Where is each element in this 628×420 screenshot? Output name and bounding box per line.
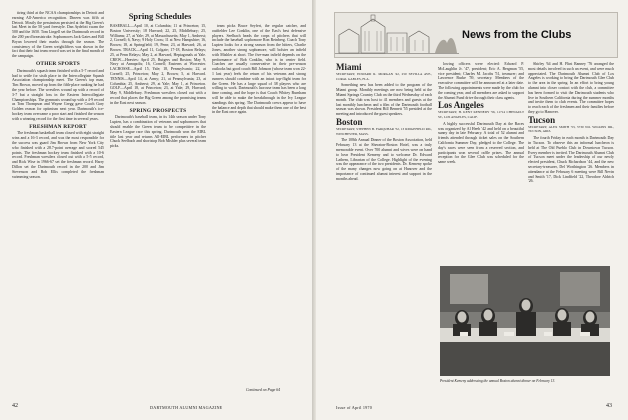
left-column-3 — [212, 24, 306, 382]
tucson-text: The fourth Friday in each month is Dartmouth Day in Tucson. To observe this an informal luncheon is held at The Old Pueblo Club in Downtown Tucson. Every member is invited. The Dartmouth Alumni Club of Tucson meet under the leadership of our newly elected president, Chuck Richardson '44, and the new secretary-treasurer, Del Worthington '26. Members in attendance at the February 6 meeting were Bill Nevin and Smith '17, Dick Lindfield '22, Theodore Aldrich '26. — [528, 136, 614, 184]
officers-text: lowing officers were elected: Edward P. McLaughlin Jr. '47, president; Eric A. Bergman '55, vice president; Charles M. Jacobs '51, treasurer; and Lawrence Burke '59, secretary. Members of the executive committee will be announced at a later date. The following appointments were made by the club for the coming year, and all members are asked to support the Alumni Fund drive through their class agents. — [438, 62, 524, 100]
other-sports-text: Dartmouth's squash team finished with a 5-7 record and had to settle for sixth place in the Intercollegiate Squash Association championship meet. The Green's top man, Tim Brown, moved up from the fifth-place ranking he had the year before. The wrestlers wound up with a record of 3-7 but a straight loss in the Eastern Intercollegiate Championships. The gymnasts wound up with a 4-9 record as Tom Thompson and Wayne Gregg gave Coach Gary Golden reason for optimism next year. Dartmouth's ice-hockey team overcame a poor start and finished the season with a winning record for the first time in several years. — [12, 68, 104, 121]
news-from-clubs-title: News from the Clubs — [462, 29, 572, 41]
clubs-banner — [334, 12, 618, 58]
photo-caption: President Kemeny addressing the annual Boston alumni dinner on February 13. — [440, 379, 556, 383]
footer-magazine-title: DARTMOUTH ALUMNI MAGAZINE — [150, 405, 223, 410]
left-column-1 — [12, 11, 104, 391]
los-angeles-heading: Los Angeles — [438, 100, 484, 111]
los-angeles-continued-text: Shirley '64 and H. Flint Ranney '76 arranged the most details involved in such an event, and were much appreciated. The Dartmouth Alumni Club of Los Angeles is working to bring the Dartmouth Glee Club to the area in the spring. In an effort to bring young alumni into closer contact with the club, a committee has been formed to visit the Dartmouth students who live in Southern California during the summer months and invite them to club events. The committee hopes to reach each of the freshmen and their families before they go to Hanover. — [528, 62, 614, 114]
miami-heading: Miami — [336, 62, 362, 72]
left-column-2 — [110, 24, 206, 392]
schedule-listing-text: BASEBALL—April 10, at Columbia; 11 at Princeton; 15, Boston University; 18 Harvard; 22, 25, Middlebury; 25, Williams; 27, at Yale; 29, at Massachusetts; May 1, Amherst; 2, Cornell; 6, Navy; 9 Holy Cross; 11 at New Hampshire; 16, Brown; 18, at Springfield; 19, Penn; 23, at Harvard; 26, at Brown. TRACK—April 11, Colgate; 17-18, Boston Relays; 25, at Penn Relays; May 2, at Harvard, Heptagonals at Yale. CREW—Heavies: April 25, Rutgers and Boston; May 9, Navy at Annapolis; 16, Cornell; Easterns at Worcester. LACROSSE—April 15, Yale; 18, Pennsylvania; 22, at Cornell; 25, Princeton; May 2, Brown; 5, at Harvard. TENNIS—April 14, at Army; 21, at Pennsylvania; 23, at Columbia; 25, Amherst; 29, at Yale; May 1, at Princeton. GOLF—April 18, at Princeton; 23, at Yale; 29, Harvard; May 9, Middlebury. Freshman wrestlers closed out with a record that places the Big Green among the promising teams in the East next season. — [110, 24, 206, 105]
boston-dinner-photo — [440, 266, 610, 376]
tucson-heading: Tucson — [528, 114, 556, 125]
other-sports-heading: OTHER SPORTS — [36, 60, 80, 67]
freshman-report-text: The freshman basketball team closed with eight straight wins and a 16-3 record, and was the most responsible for the success was guard Jim Brown from New York City who finished with a 28.7-point average and scored 545 points. The freshman hockey team finished with a 10-6 record. Freshman wrestlers closed out with a 5-5 record, and Rick Wise in 1966-67 set the freshman record. Harry Dillon set the Dartmouth record in the 200 and Jim Stevenson and Bob Ellis completed the freshman swimming season. — [12, 131, 104, 179]
page-number-right: 43 — [606, 403, 612, 409]
tucson-byline: SECRETARY, ALEX SMITH '53, 5730 NO. WILKINS DR., TUCSON, ARIZ. — [528, 124, 614, 134]
page-number-left: 42 — [12, 403, 18, 409]
spring-schedules-heading: Spring Schedules — [128, 11, 192, 21]
miami-text: Something new has been added to the program of the Miami group. Monthly meetings are now being held at the Miami Springs Country Club on the third Wednesday of each month. The club was host to 41 members and guests at the last monthly luncheon and a film of the Dartmouth football season was shown. President Bill Bennett '55 presided at the meeting and introduced the guest speakers. — [336, 83, 432, 117]
miami-byline: SECRETARY, EDWARD R. MORGAN '42, 250 SEVILLA AVE., CORAL GABLES, FLA. — [336, 71, 432, 81]
swimming-report-text: tiring third at the NCAA championships in Detroit and earning All-America recognition. Dineen was fifth at Detroit. Mostly the pessimism persisted at the Big Green's last Meet in the 50 yard freestyle. Dan Aydelott swam the 500 and the 1650. Tom Lingell set the Dartmouth record in the 200 yard breaststroke. Sophomores Jack Gates and Bill Bryan lowered their marks through the season. The consistency of the Green weightlifters was shown in the fact that their last team record was set in the final month of the campaign. — [12, 11, 104, 59]
freshman-report-heading: FRESHMAN REPORT — [29, 123, 87, 130]
right-column-3 — [528, 62, 614, 262]
boston-byline: SECRETARY, STEPHEN B. FARQUHAR '52, 13 RIDGEFIELD RD., WINCHESTER, MASS. — [336, 126, 432, 136]
left-page — [0, 0, 312, 420]
spring-prospects-heading: SPRING PROSPECTS — [129, 107, 187, 114]
boston-dinner-photo-icon — [440, 266, 610, 376]
boston-heading: Boston — [336, 116, 363, 127]
prospects-continued-text: team picks Bruce Seyfert, the regular catcher, and outfielder Lee Conklin, one of the East's best defensive players. Seelbach heads the corps of pitchers that will include the baseball sophomore Ron Reinberg. Coach Tony Lupien looks for a strong season from the hitters, Charlie Jones, another strong sophomore, will bolster an infield with Mishler at short. The five-man infield depends on the performance of Bob Conklin, who is in center field. Coaches are usually conservative in their pre-season outlooks but good coach Bill Johnson (whose team won 22-1 last year) feels the return of his veterans and strong runners should combine with an intact top-flight team for the Green. He has a large squad of 38 players who are willing to work. Dartmouth's lacrosse team has been a long time coming, and the hope is that Coach Whitey Burnham will be able to make the breakthrough in the Ivy League standings this spring. The Dartmouth crews appear to have the balance and depth that should make them one of the best in the East once again. — [212, 24, 306, 115]
right-column-1 — [336, 62, 432, 392]
right-page — [316, 0, 628, 420]
footer-issue-date: Issue of April 1970 — [336, 405, 373, 410]
boston-text: The 108th Annual Dinner of the Boston Association, held February 13 at the Sheraton-Boston Hotel, was a truly memorable event. Over 700 alumni and wives were on hand to hear President Kemeny and to welcome Dr. Edward Lathem, Librarian of the College. Highlight of the evening was the appearance of the two presidents. Dr. Kemeny spoke of the many changes now going on at Hanover and the importance of continued alumni interest and support in the months ahead. — [336, 138, 432, 181]
continued-note: Continued on Page 64 — [246, 388, 281, 392]
los-angeles-byline: SECRETARY, H. KENT KENNEDY '56, 11714 CHENAULT ST., LOS ANGELES, CALIF. — [438, 110, 524, 119]
spring-prospects-text: Dartmouth's baseball team, in its 14th season under Tony Lupien, has a combination of veterans and sophomores that should enable the Green team to be competitive in the Eastern League race this spring. Dartmouth won the EIBL title last year and returns All-EIBL performers in pitcher Chuck Seelbach and shortstop Bob Mishler plus several team picks. — [110, 115, 206, 149]
los-angeles-text: A highly successful Dartmouth Day at the Races was organized by Al Heeb '42 and held on a beautiful sunny day in late February. A total of 52 alumni and friends attended through ticket sales on the Southern California Summer Day, pledged to the College. The day's races were seen from a reserved section, and participants won several raffle prizes. The annual reception for the Glee Club was scheduled for the same week. — [438, 121, 524, 165]
right-column-2 — [438, 62, 524, 262]
